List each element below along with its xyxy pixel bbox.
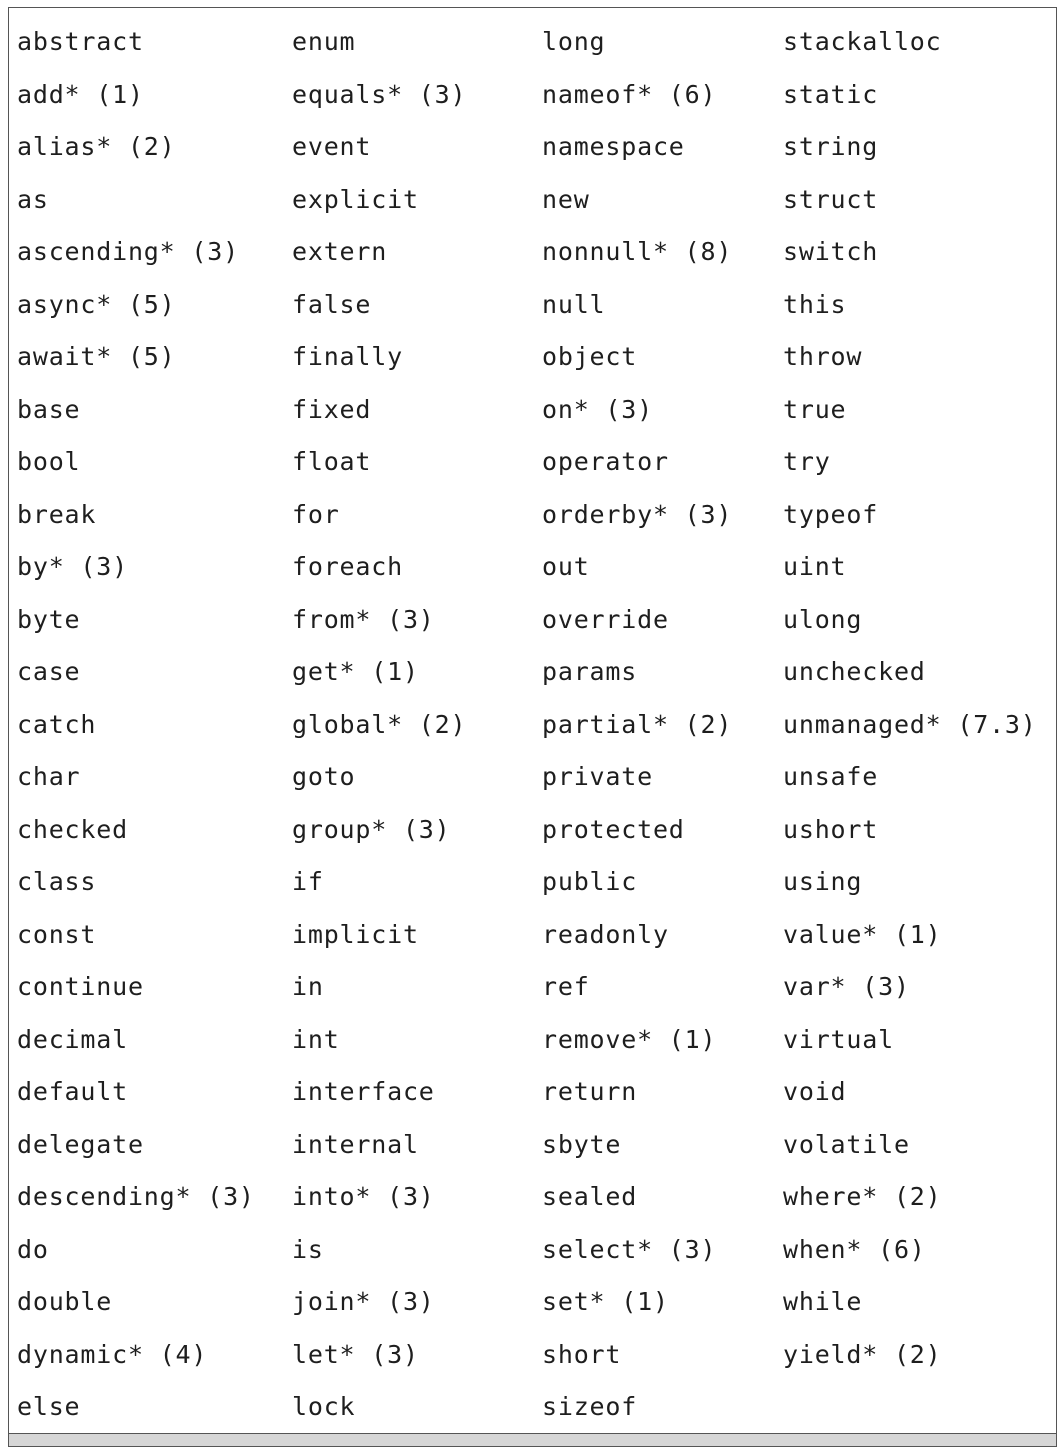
- keyword-cell: where* (2): [783, 1182, 942, 1211]
- keyword-cell: base: [17, 394, 81, 424]
- keyword-column-1: [17, 16, 255, 1434]
- keyword-cell: nonnull* (8): [542, 237, 733, 266]
- keyword-cell: const: [17, 919, 97, 949]
- keyword-cell: on* (3): [542, 394, 653, 424]
- keyword-column-4: [783, 16, 1037, 1381]
- keyword-cell: operator: [542, 447, 669, 476]
- keyword-cell: internal: [292, 1129, 419, 1159]
- keyword-cell: byte: [17, 604, 81, 634]
- keyword-cell: false: [292, 289, 372, 319]
- keyword-cell: var* (3): [783, 972, 910, 1001]
- keyword-cell: while: [783, 1287, 863, 1316]
- keyword-cell: async* (5): [17, 289, 176, 319]
- keyword-cell: unmanaged* (7.3): [783, 709, 1037, 739]
- keyword-cell: value* (1): [783, 919, 942, 949]
- keyword-cell: descending* (3): [17, 1182, 255, 1211]
- keyword-cell: set* (1): [542, 1287, 669, 1316]
- keyword-cell: checked: [17, 814, 128, 844]
- keyword-cell: out: [542, 552, 590, 581]
- keyword-cell: select* (3): [542, 1234, 717, 1264]
- keyword-column-2: [292, 16, 466, 1434]
- keyword-cell: null: [542, 289, 606, 319]
- keyword-cell: continue: [17, 972, 144, 1001]
- keyword-cell: public: [542, 867, 638, 896]
- keyword-cell: virtual: [783, 1024, 894, 1054]
- keyword-cell: break: [17, 499, 97, 529]
- keyword-cell: foreach: [292, 552, 403, 581]
- keyword-cell: ref: [542, 972, 590, 1001]
- keyword-cell: default: [17, 1077, 128, 1106]
- keyword-cell: short: [542, 1339, 622, 1369]
- keyword-cell: throw: [783, 342, 863, 371]
- keyword-cell: lock: [292, 1392, 356, 1421]
- keyword-cell: from* (3): [292, 604, 435, 634]
- keyword-cell: override: [542, 604, 669, 634]
- keyword-cell: as: [17, 184, 49, 214]
- keyword-cell: typeof: [783, 499, 879, 529]
- keyword-cell: enum: [292, 27, 356, 56]
- keyword-cell: static: [783, 79, 879, 109]
- keyword-cell: abstract: [17, 27, 144, 56]
- keyword-cell: goto: [292, 762, 356, 791]
- keyword-cell: explicit: [292, 184, 419, 214]
- keyword-cell: add* (1): [17, 79, 144, 109]
- keyword-cell: ulong: [783, 604, 863, 634]
- keyword-cell: class: [17, 867, 97, 896]
- keyword-cell: unchecked: [783, 657, 926, 686]
- keyword-cell: partial* (2): [542, 709, 733, 739]
- keyword-cell: nameof* (6): [542, 79, 717, 109]
- keyword-cell: namespace: [542, 132, 685, 161]
- keyword-cell: string: [783, 132, 879, 161]
- keyword-cell: struct: [783, 184, 879, 214]
- keyword-cell: finally: [292, 342, 403, 371]
- keyword-cell: await* (5): [17, 342, 176, 371]
- keyword-cell: sizeof: [542, 1392, 638, 1421]
- keyword-cell: in: [292, 972, 324, 1001]
- keyword-cell: unsafe: [783, 762, 879, 791]
- keyword-table: [8, 7, 1057, 1434]
- keyword-cell: ascending* (3): [17, 237, 239, 266]
- keyword-cell: do: [17, 1234, 49, 1264]
- keyword-cell: using: [783, 867, 863, 896]
- keyword-cell: extern: [292, 237, 388, 266]
- keyword-cell: get* (1): [292, 657, 419, 686]
- keyword-cell: alias* (2): [17, 132, 176, 161]
- keyword-cell: group* (3): [292, 814, 451, 844]
- keyword-cell: else: [17, 1392, 81, 1421]
- keyword-cell: true: [783, 394, 847, 424]
- keyword-cell: volatile: [783, 1129, 910, 1159]
- keyword-cell: into* (3): [292, 1182, 435, 1211]
- keyword-cell: is: [292, 1234, 324, 1264]
- keyword-cell: readonly: [542, 919, 669, 949]
- keyword-cell: let* (3): [292, 1339, 419, 1369]
- keyword-cell: protected: [542, 814, 685, 844]
- keyword-cell: yield* (2): [783, 1339, 942, 1369]
- keyword-cell: global* (2): [292, 709, 467, 739]
- keyword-cell: decimal: [17, 1024, 128, 1054]
- keyword-cell: if: [292, 867, 324, 896]
- keyword-cell: join* (3): [292, 1287, 435, 1316]
- keyword-cell: dynamic* (4): [17, 1339, 208, 1369]
- keyword-cell: ushort: [783, 814, 879, 844]
- table-bottom-border: [8, 1434, 1057, 1447]
- keyword-cell: this: [783, 289, 847, 319]
- keyword-cell: new: [542, 184, 590, 214]
- keyword-cell: long: [542, 27, 606, 56]
- keyword-cell: catch: [17, 709, 97, 739]
- keyword-cell: fixed: [292, 394, 372, 424]
- keyword-cell: equals* (3): [292, 79, 467, 109]
- keyword-cell: orderby* (3): [542, 499, 733, 529]
- keyword-cell: stackalloc: [783, 27, 942, 56]
- keyword-cell: delegate: [17, 1129, 144, 1159]
- keyword-cell: return: [542, 1077, 638, 1106]
- keyword-cell: uint: [783, 552, 847, 581]
- keyword-cell: case: [17, 657, 81, 686]
- keyword-cell: for: [292, 499, 340, 529]
- keyword-cell: switch: [783, 237, 879, 266]
- keyword-column-3: [542, 16, 732, 1434]
- keyword-cell: when* (6): [783, 1234, 926, 1264]
- keyword-cell: float: [292, 447, 372, 476]
- keyword-cell: sbyte: [542, 1129, 622, 1159]
- keyword-cell: double: [17, 1287, 113, 1316]
- keyword-cell: int: [292, 1024, 340, 1054]
- keyword-cell: interface: [292, 1077, 435, 1106]
- keyword-cell: event: [292, 132, 372, 161]
- keyword-cell: sealed: [542, 1182, 638, 1211]
- keyword-cell: implicit: [292, 919, 419, 949]
- keyword-cell: remove* (1): [542, 1024, 717, 1054]
- keyword-cell: by* (3): [17, 552, 128, 581]
- keyword-cell: private: [542, 762, 653, 791]
- keyword-cell: object: [542, 342, 638, 371]
- keyword-cell: char: [17, 762, 81, 791]
- keyword-cell: void: [783, 1077, 847, 1106]
- keyword-cell: try: [783, 447, 831, 476]
- keyword-cell: params: [542, 657, 638, 686]
- keyword-cell: bool: [17, 447, 81, 476]
